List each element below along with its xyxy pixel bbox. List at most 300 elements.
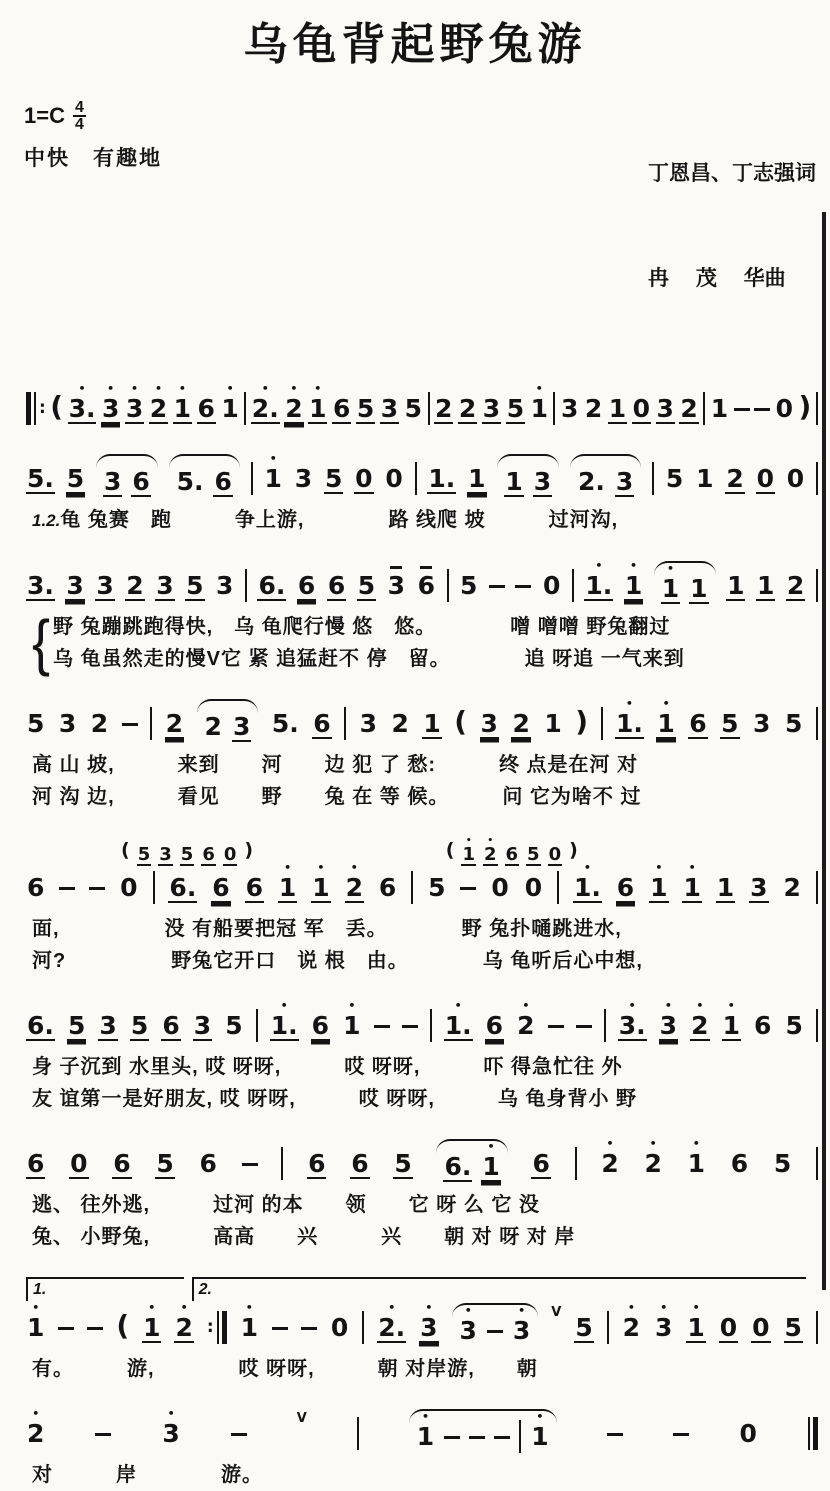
dash-extension xyxy=(89,887,105,890)
note-digit: 6 xyxy=(327,571,346,600)
octave-dot-slot: • xyxy=(655,861,663,874)
octave-dot-slot: • xyxy=(348,999,356,1012)
note xyxy=(356,384,375,424)
note xyxy=(710,384,729,422)
note xyxy=(161,1001,180,1041)
note-digit: 0 xyxy=(524,873,543,902)
note xyxy=(137,837,152,866)
note xyxy=(531,1139,550,1179)
overline-mark xyxy=(420,566,432,569)
note xyxy=(656,699,675,739)
note xyxy=(173,384,192,424)
note xyxy=(690,1001,709,1041)
note xyxy=(461,837,476,866)
barline xyxy=(601,707,603,740)
note-digit: 0 xyxy=(70,1149,88,1178)
note xyxy=(251,384,280,424)
note xyxy=(512,1306,531,1344)
lyrics-row-1: 野 兔蹦跳跑得快, 乌 龟爬行慢 悠 悠。 噌 噌噌 野兔翻过 xyxy=(53,616,671,638)
note-digit: 6 xyxy=(332,394,351,423)
note xyxy=(632,384,651,424)
open-parenthesis: ( xyxy=(116,1309,130,1342)
volta-bracket-2: 2. xyxy=(192,1277,807,1301)
note xyxy=(377,1303,406,1343)
octave-dot-slot: • xyxy=(269,452,277,465)
note xyxy=(427,863,446,901)
lyrics-column xyxy=(32,913,818,977)
note xyxy=(98,1001,117,1041)
barline xyxy=(652,462,654,495)
note-digit: 1 xyxy=(544,709,562,738)
close-parenthesis: ) xyxy=(569,839,578,861)
meta-left xyxy=(24,86,162,172)
score-line-8 xyxy=(26,1277,818,1385)
note xyxy=(26,1303,45,1341)
note xyxy=(753,1001,772,1039)
note-digit: 1 xyxy=(221,394,239,423)
note-digit: 1 xyxy=(423,709,441,738)
note-digit: 1 xyxy=(657,709,675,738)
octave-dot-slot: • xyxy=(630,559,638,572)
repeat-dots: : xyxy=(206,1317,214,1337)
octave-dot-slot: • xyxy=(487,836,494,846)
time-signature xyxy=(73,100,86,132)
note-digit: 2 xyxy=(691,1011,709,1040)
glyph xyxy=(34,392,36,425)
note xyxy=(264,454,283,492)
note-digit: 5. xyxy=(27,464,54,493)
dash-extension xyxy=(444,1436,460,1439)
note-digit: 3 xyxy=(533,467,552,496)
barline xyxy=(430,1009,432,1042)
note-digit: 1 xyxy=(309,394,327,423)
note xyxy=(312,699,331,739)
note-digit: 0 xyxy=(752,1313,770,1342)
note xyxy=(542,561,561,599)
note xyxy=(65,561,84,601)
note-digit: 3 xyxy=(420,1313,438,1342)
note-digit: 3. xyxy=(68,394,96,423)
note-digit: 1 xyxy=(608,394,627,423)
barline xyxy=(816,569,818,602)
lyrics-row-2: 兔、 小野兔, 高高 兴 兴 朝 对 呀 对 岸 xyxy=(32,1226,576,1248)
note-digit: 3 xyxy=(125,394,144,423)
note-digit: 2 xyxy=(726,464,744,493)
note xyxy=(220,384,239,422)
note-digit: 6 xyxy=(308,1149,326,1178)
note xyxy=(342,1001,361,1039)
note xyxy=(686,1303,705,1343)
barline xyxy=(604,1009,606,1042)
octave-dot-slot: • xyxy=(350,861,358,874)
note xyxy=(155,561,174,601)
dash-extension xyxy=(469,1436,485,1439)
breath-mark: V xyxy=(551,1305,562,1320)
dash-extension xyxy=(231,1433,247,1436)
note-digit: 3 xyxy=(162,1419,180,1448)
note xyxy=(511,699,530,739)
note xyxy=(574,1303,593,1343)
note-digit: 0 xyxy=(756,464,774,493)
note xyxy=(311,1001,330,1041)
note xyxy=(695,454,714,492)
octave-dot-slot: • xyxy=(727,999,735,1012)
octave-dot-slot: • xyxy=(664,999,672,1012)
note-digit: 2 xyxy=(204,712,222,741)
score-line-3 xyxy=(26,559,818,678)
note xyxy=(245,863,264,903)
note-digit: 6 xyxy=(378,873,397,902)
note-digit: 2 xyxy=(27,1419,45,1448)
octave-dot-slot: • xyxy=(628,999,636,1012)
note xyxy=(224,1001,243,1039)
note-digit: 1 xyxy=(312,873,330,902)
barline xyxy=(428,392,430,425)
note xyxy=(756,454,775,494)
octave-dot-slot: • xyxy=(261,382,269,395)
octave-dot-slot: • xyxy=(649,1137,657,1150)
note-digit: 1 xyxy=(687,1149,705,1178)
lyricist-credit: 丁恩昌、丁志强词 xyxy=(648,162,816,185)
note-digit: 1 xyxy=(687,1313,705,1342)
note-digit: 3 xyxy=(193,1011,212,1040)
note xyxy=(130,1001,149,1041)
lyrics-row-1: 对 岸 游。 xyxy=(32,1464,263,1486)
note xyxy=(180,837,195,866)
note-digit: 0 xyxy=(632,394,651,423)
annotation-row xyxy=(26,837,818,863)
time-signature-bottom: 4 xyxy=(74,116,84,133)
barline xyxy=(150,707,152,740)
octave-dot-slot: • xyxy=(518,1304,526,1317)
note-digit: 3 xyxy=(560,394,579,423)
note-digit: 1 xyxy=(278,873,297,902)
meta-row xyxy=(0,78,830,366)
barline xyxy=(357,1417,359,1450)
note xyxy=(665,454,684,492)
note-digit: 5 xyxy=(67,1011,86,1040)
note xyxy=(427,454,456,494)
note xyxy=(506,384,525,424)
note xyxy=(197,384,216,424)
lyrics-row-1: 有。 游, 哎 呀呀, 朝 对岸游, 朝 xyxy=(32,1358,538,1380)
note xyxy=(26,699,45,737)
note-digit: 1. xyxy=(270,1011,298,1040)
note xyxy=(350,1139,369,1179)
note xyxy=(66,454,85,494)
note xyxy=(577,457,606,497)
lyrics-wrap xyxy=(26,1051,818,1115)
music-line xyxy=(26,699,818,745)
note-digit: 1 xyxy=(661,574,680,603)
close-parenthesis: ) xyxy=(575,705,589,738)
octave-dot-slot: • xyxy=(606,1137,614,1150)
note-digit: 1 xyxy=(240,1313,259,1342)
octave-dot-slot: • xyxy=(625,697,633,710)
note-digit: 6 xyxy=(754,1011,772,1040)
note-digit: 5 xyxy=(784,709,803,738)
note-digit: 2 xyxy=(483,844,497,865)
barline xyxy=(816,707,818,740)
note-digit: 1 xyxy=(757,571,775,600)
note xyxy=(749,863,768,903)
note-digit: 5 xyxy=(130,1011,149,1040)
close-parenthesis: ) xyxy=(244,839,254,861)
key-signature xyxy=(24,100,162,132)
note xyxy=(199,1139,218,1177)
note xyxy=(58,699,77,737)
octave-dot-slot: • xyxy=(388,1301,396,1314)
note xyxy=(782,863,801,901)
note-digit: 6 xyxy=(113,1149,131,1178)
music-line xyxy=(26,561,818,607)
music-line xyxy=(26,1409,818,1455)
note xyxy=(90,699,109,737)
dash-extension xyxy=(494,1436,510,1439)
octave-dot-slot: • xyxy=(421,1410,429,1423)
note xyxy=(434,384,453,424)
note-digit: 6 xyxy=(532,1149,550,1178)
scan-edge-line xyxy=(822,212,826,1290)
note-digit: 3 xyxy=(103,467,122,496)
note-digit: 2 xyxy=(783,873,801,902)
note-digit: 6 xyxy=(199,1149,217,1178)
note xyxy=(142,1303,161,1343)
note xyxy=(359,699,378,737)
barline xyxy=(256,1009,258,1042)
note xyxy=(384,454,403,492)
note-digit: 6 xyxy=(505,844,519,865)
note xyxy=(119,863,138,901)
note xyxy=(278,863,297,903)
note-digit: 6 xyxy=(162,1011,180,1040)
note-digit: 5 xyxy=(225,1011,243,1040)
note xyxy=(485,1001,504,1041)
note-digit: 6 xyxy=(132,467,150,496)
note xyxy=(125,384,144,424)
open-parenthesis: ( xyxy=(121,839,130,861)
note xyxy=(643,1139,662,1177)
lyrics-wrap xyxy=(26,749,818,813)
song-title: 乌龟背起野兔游 xyxy=(243,20,587,69)
octave-dot-slot: • xyxy=(178,382,186,395)
slur-arc xyxy=(169,454,240,497)
note xyxy=(784,699,803,737)
note xyxy=(387,561,406,599)
barline xyxy=(153,871,155,904)
note-digit: 5 xyxy=(784,1313,802,1342)
verse-number-prefix: 1.2. xyxy=(32,511,61,530)
dash-extension xyxy=(607,1433,623,1436)
note xyxy=(786,561,805,601)
barline xyxy=(816,462,818,495)
score-line-5 xyxy=(26,837,818,977)
close-parenthesis: ) xyxy=(798,390,812,423)
slur-arc xyxy=(452,1303,539,1344)
note xyxy=(622,1303,641,1341)
octave-dot-slot: • xyxy=(425,1301,433,1314)
music-line xyxy=(26,863,818,909)
breath-mark: V xyxy=(296,1411,307,1426)
note xyxy=(443,1142,472,1182)
note-digit: 6 xyxy=(202,844,215,865)
note-digit: 0 xyxy=(786,464,805,493)
music-line xyxy=(26,384,818,430)
note-digit: 1 xyxy=(690,574,708,603)
note xyxy=(155,1139,174,1179)
note-digit: 3 xyxy=(459,1316,477,1345)
note-digit: 2 xyxy=(175,1313,193,1342)
note-digit: 1 xyxy=(710,394,729,423)
note-digit: 2 xyxy=(517,1011,535,1040)
note-digit: 3 xyxy=(216,571,234,600)
note xyxy=(332,384,351,424)
note-digit: 1. xyxy=(573,873,601,902)
note-digit: 5 xyxy=(404,394,423,423)
note xyxy=(378,863,397,901)
slur-arc xyxy=(654,561,716,604)
note xyxy=(756,561,775,601)
note-digit: 5 xyxy=(357,571,376,600)
note xyxy=(324,454,343,494)
score-line-6 xyxy=(26,1001,818,1115)
lyrics-row-1: 逃、 往外逃, 过河 的本 领 它 呀 么 它 没 xyxy=(32,1194,540,1216)
dash-extension xyxy=(734,408,750,411)
note-digit: 6 xyxy=(351,1149,369,1178)
note xyxy=(26,1139,45,1179)
lyrics-row-2: 河? 野兔它开口 说 根 由。 乌 龟听后心中想, xyxy=(32,950,643,972)
key-label: 1=C xyxy=(24,103,65,128)
note-digit: 3 xyxy=(482,394,501,423)
note-digit: 5 xyxy=(665,464,684,493)
note-digit: 3 xyxy=(659,1011,678,1040)
octave-dot-slot: • xyxy=(583,861,591,874)
octave-dot-slot: • xyxy=(317,861,325,874)
note xyxy=(67,1001,86,1041)
note-digit: 3 xyxy=(655,1313,673,1342)
note-digit: 5 xyxy=(773,1149,792,1178)
note-digit: 3. xyxy=(618,1011,646,1040)
octave-dot-slot: • xyxy=(454,999,462,1012)
note-digit: 0 xyxy=(355,464,373,493)
note-digit: 2 xyxy=(786,571,805,600)
octave-dot-slot: • xyxy=(290,382,298,395)
note xyxy=(467,454,486,494)
dash-extension xyxy=(272,1327,288,1330)
note-digit: 3 xyxy=(294,464,313,493)
note xyxy=(26,1001,55,1041)
note-digit: 0 xyxy=(719,1313,738,1342)
note-digit: 3 xyxy=(753,709,771,738)
note xyxy=(584,561,613,601)
repeat-dots: : xyxy=(39,398,46,418)
dash-extension xyxy=(301,1327,317,1330)
dash-extension xyxy=(489,585,505,588)
note-digit: 5 xyxy=(156,1149,174,1178)
volta-row xyxy=(26,1277,818,1301)
glyph xyxy=(217,1311,219,1344)
note xyxy=(682,863,701,903)
note xyxy=(174,1303,193,1343)
note-digit: 0 xyxy=(385,464,403,493)
note-digit: 0 xyxy=(120,873,138,902)
slur-arc xyxy=(409,1409,557,1453)
note xyxy=(516,1001,535,1039)
note-digit: 5 xyxy=(527,844,540,865)
note-digit: 6 xyxy=(197,394,215,423)
note xyxy=(201,837,216,866)
note-digit: 1 xyxy=(716,873,735,902)
note-digit: 5 xyxy=(356,394,375,423)
note xyxy=(297,561,316,601)
lyrics-wrap xyxy=(26,913,818,977)
lyrics-row-1: 身 子沉到 水里头, 哎 呀呀, 哎 呀呀, 吓 得急忙往 外 xyxy=(32,1056,623,1078)
note xyxy=(726,561,745,601)
lyrics-row-1: 面, 没 有船要把冠 军 丢。 野 兔扑嗵跳进水, xyxy=(32,918,622,940)
barline xyxy=(344,707,346,740)
note-digit: 3 xyxy=(58,709,77,738)
note xyxy=(656,384,675,424)
note-digit: 3 xyxy=(232,712,251,741)
note-digit: 5 xyxy=(186,571,204,600)
time-signature-top: 4 xyxy=(74,99,84,116)
note-digit: 3 xyxy=(380,394,399,423)
barline xyxy=(519,1420,521,1453)
note-digit: 2 xyxy=(584,394,603,423)
note xyxy=(618,1001,647,1041)
note xyxy=(687,1139,706,1177)
note-digit: 5 xyxy=(137,844,151,865)
note xyxy=(752,699,771,737)
note-digit: 6 xyxy=(485,1011,504,1040)
note-digit: 6 xyxy=(214,467,232,496)
octave-dot-slot: • xyxy=(148,1301,156,1314)
note xyxy=(193,1001,212,1041)
note xyxy=(404,384,423,422)
note xyxy=(533,457,552,497)
note-digit: 3 xyxy=(656,394,674,423)
octave-dot-slot: • xyxy=(536,1410,544,1423)
note xyxy=(257,561,286,601)
dash-extension xyxy=(515,585,531,588)
open-parenthesis: ( xyxy=(454,705,468,738)
note-digit: 6 xyxy=(297,571,316,600)
octave-dot-slot: • xyxy=(167,1407,175,1420)
note-digit: 3 xyxy=(387,571,406,600)
note-digit: 2 xyxy=(90,709,109,738)
note xyxy=(480,699,499,739)
score xyxy=(0,366,830,1491)
note xyxy=(284,384,303,424)
note xyxy=(786,454,805,492)
note-digit: 6. xyxy=(444,1152,472,1181)
octave-dot-slot: • xyxy=(180,1301,188,1314)
note xyxy=(573,863,602,903)
note-digit: 1 xyxy=(173,394,192,423)
note-digit: 3 xyxy=(156,571,174,600)
note xyxy=(354,454,373,494)
note-digit: 6. xyxy=(169,873,197,902)
note-digit: 3 xyxy=(99,1011,117,1040)
note xyxy=(103,457,122,497)
note xyxy=(689,564,708,604)
note xyxy=(271,699,300,737)
note xyxy=(68,384,97,424)
note-digit: 2 xyxy=(601,1149,619,1178)
note-digit: 6 xyxy=(417,571,435,600)
note xyxy=(679,384,698,424)
note xyxy=(131,457,150,497)
